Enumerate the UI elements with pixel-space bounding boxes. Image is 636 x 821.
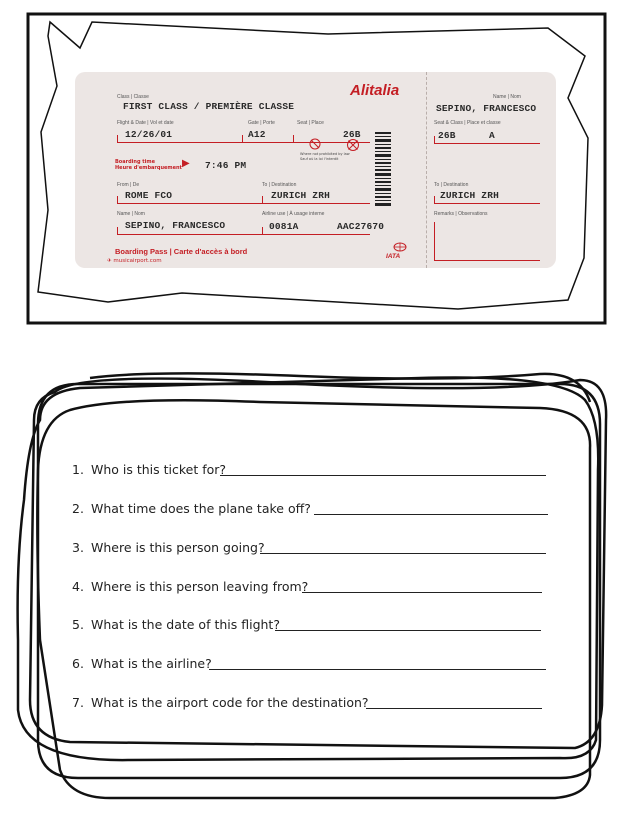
stub-name-value: SEPINO, FRANCESCO (436, 103, 537, 114)
answer-line-5[interactable] (275, 630, 541, 631)
to-value: ZURICH ZRH (271, 190, 331, 201)
from-value: ROME FCO (125, 190, 173, 201)
answer-line-2[interactable] (314, 514, 548, 515)
alitalia-logo: Alitalia (350, 82, 400, 99)
smoking-note: Where not prohibited by law Sauf où la loi l'interdit (300, 152, 350, 161)
arrow-right-icon: ▶ (182, 158, 190, 169)
to-label: To | Destination (262, 182, 297, 188)
answer-line-7[interactable] (366, 708, 542, 709)
question-6: 6. What is the airline? (72, 656, 212, 671)
stub-to-value: ZURICH ZRH (440, 190, 500, 201)
stub-seat-value: 26B (438, 130, 456, 141)
question-2: 2. What time does the plane take off? (72, 501, 311, 516)
footer-url: ✈ musicairport.com (107, 258, 162, 264)
barcode (375, 132, 391, 208)
name-value: SEPINO, FRANCESCO (125, 220, 226, 231)
gate-value: A12 (248, 129, 266, 140)
class-value: FIRST CLASS / PREMIÈRE CLASSE (123, 101, 295, 112)
stub-seat-class-label: Seat & Class | Place et classe (434, 120, 501, 126)
no-smoking-icon-2 (345, 138, 361, 152)
airline-use-value-1: 0081A (269, 221, 299, 232)
stub-name-label: Name | Nom (493, 94, 521, 100)
from-label: From | De (117, 182, 140, 188)
question-4: 4. Where is this person leaving from? (72, 579, 309, 594)
iata-globe-icon (393, 242, 407, 252)
answer-line-6[interactable] (209, 669, 546, 670)
class-label: Class | Classe (117, 94, 149, 100)
question-7: 7. What is the airport code for the destination? (72, 695, 369, 710)
stub-to-label: To | Destination (434, 182, 469, 188)
stub-remarks-label: Remarks | Observations (434, 211, 488, 217)
iata-label: IATA (386, 253, 401, 260)
boarding-time-label: Boarding time Heure d'embarquement (115, 159, 182, 171)
perforation-divider (426, 72, 427, 268)
answer-line-4[interactable] (302, 592, 542, 593)
boarding-pass (75, 72, 556, 268)
plane-icon: ✈ (107, 258, 114, 264)
question-3: 3. Where is this person going? (72, 540, 265, 555)
gate-label: Gate | Porte (248, 120, 275, 126)
airline-use-value-2: AAC27670 (337, 221, 385, 232)
name-label: Name | Nom (117, 211, 145, 217)
seat-value: 26B (343, 129, 361, 140)
question-5: 5. What is the date of this flight? (72, 617, 280, 632)
airline-use-label: Airline use | À usage interne (262, 211, 325, 217)
answer-line-3[interactable] (260, 553, 546, 554)
question-1: 1. Who is this ticket for? (72, 462, 227, 477)
flight-date-label: Flight & Date | Vol et date (117, 120, 174, 126)
boarding-time-value: 7:46 PM (205, 160, 247, 171)
footer-title: Boarding Pass | Carte d'accès à bord (115, 247, 248, 256)
stub-class-value: A (489, 130, 495, 141)
date-value: 12/26/01 (125, 129, 173, 140)
no-smoking-icon (307, 138, 323, 150)
seat-label: Seat | Place (297, 120, 324, 126)
answer-line-1[interactable] (220, 475, 546, 476)
